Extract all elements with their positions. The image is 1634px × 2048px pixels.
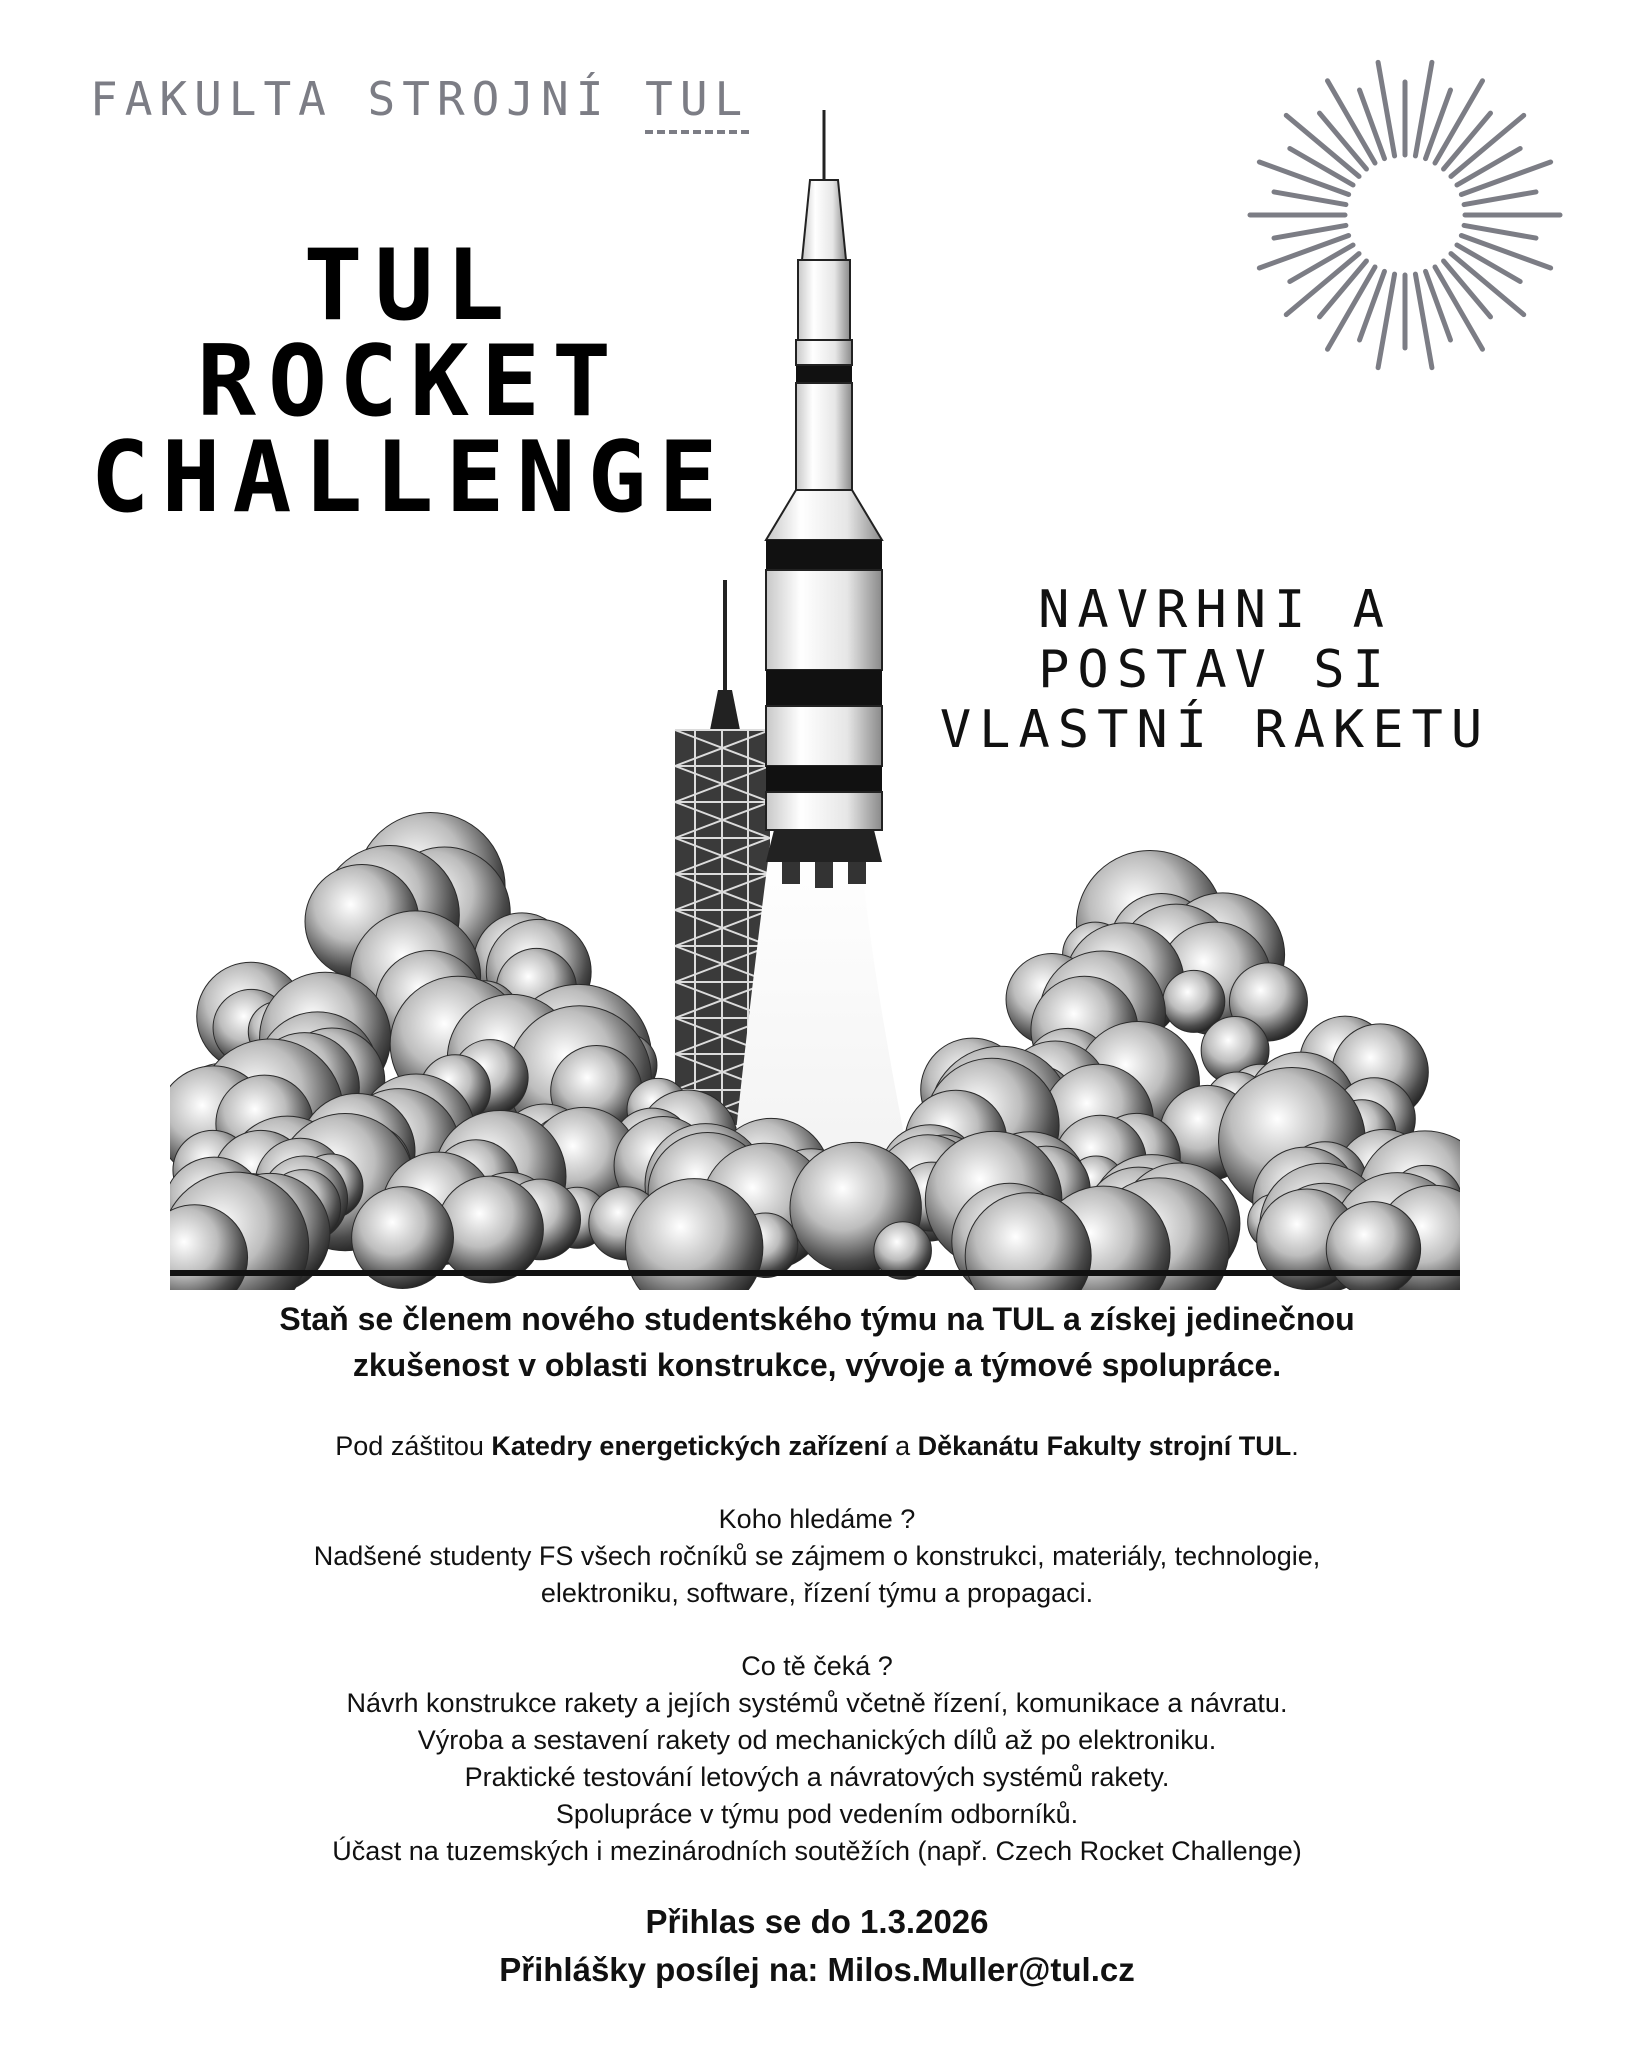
patronage-suffix: . bbox=[1291, 1431, 1299, 1461]
tagline-line-2: POSTAV SI bbox=[1038, 640, 1392, 700]
intro-line-1: Staň se členem nového studentského týmu na TUL a získej jedinečnou bbox=[279, 1301, 1355, 1337]
faculty-name: FAKULTA STROJNÍ bbox=[90, 72, 611, 126]
seeking-line-1: Nadšené studenty FS všech ročníků se zájmem o konstrukci, materiály, technologie, bbox=[313, 1541, 1321, 1571]
patronage-deanery: Děkanátu Fakulty strojní TUL bbox=[917, 1431, 1292, 1461]
title-line-3: CHALLENGE bbox=[90, 421, 730, 535]
deadline-text: Přihlas se do 1.3.2026 bbox=[645, 1903, 989, 1940]
title-line-1: TUL bbox=[303, 229, 517, 343]
contact-email[interactable]: Přihlášky posílej na: Milos.Muller@tul.cz bbox=[499, 1951, 1135, 1988]
tagline bbox=[905, 580, 1525, 760]
flyer-body bbox=[0, 1296, 1634, 1994]
rocket bbox=[766, 110, 882, 888]
offer-item: Návrh konstrukce rakety a jejích systémů včetně řízení, komunikace a návratu. bbox=[346, 1688, 1288, 1718]
intro-text bbox=[0, 1296, 1634, 1388]
offer-item: Spolupráce v týmu pod vedením odborníků. bbox=[555, 1799, 1079, 1829]
faculty-tul-mark: TUL bbox=[645, 72, 750, 126]
patronage-prefix: Pod záštitou bbox=[335, 1431, 484, 1461]
seeking-heading: Koho hledáme ? bbox=[718, 1504, 916, 1534]
seeking-line-2: elektroniku, software, řízení týmu a propagaci. bbox=[540, 1578, 1094, 1608]
offer-item: Výroba a sestavení rakety od mechanických dílů až po elektroniku. bbox=[417, 1725, 1217, 1755]
tagline-line-1: NAVRHNI A bbox=[1038, 580, 1392, 640]
page-title bbox=[80, 229, 740, 535]
patronage-conjunction: a bbox=[895, 1431, 911, 1461]
offer-heading: Co tě čeká ? bbox=[741, 1651, 893, 1681]
tagline-line-3: VLASTNÍ RAKETU bbox=[939, 700, 1491, 760]
title-line-2: ROCKET bbox=[196, 325, 623, 439]
patronage-text bbox=[0, 1428, 1634, 1465]
patronage-department: Katedry energetických zařízení bbox=[491, 1431, 888, 1461]
offer-item: Účast na tuzemských i mezinárodních soutěžích (např. Czech Rocket Challenge) bbox=[332, 1836, 1302, 1866]
intro-line-2: zkušenost v oblasti konstrukce, vývoje a týmové spolupráce. bbox=[352, 1347, 1282, 1383]
offer-item: Praktické testování letových a návratových systémů rakety. bbox=[464, 1762, 1170, 1792]
